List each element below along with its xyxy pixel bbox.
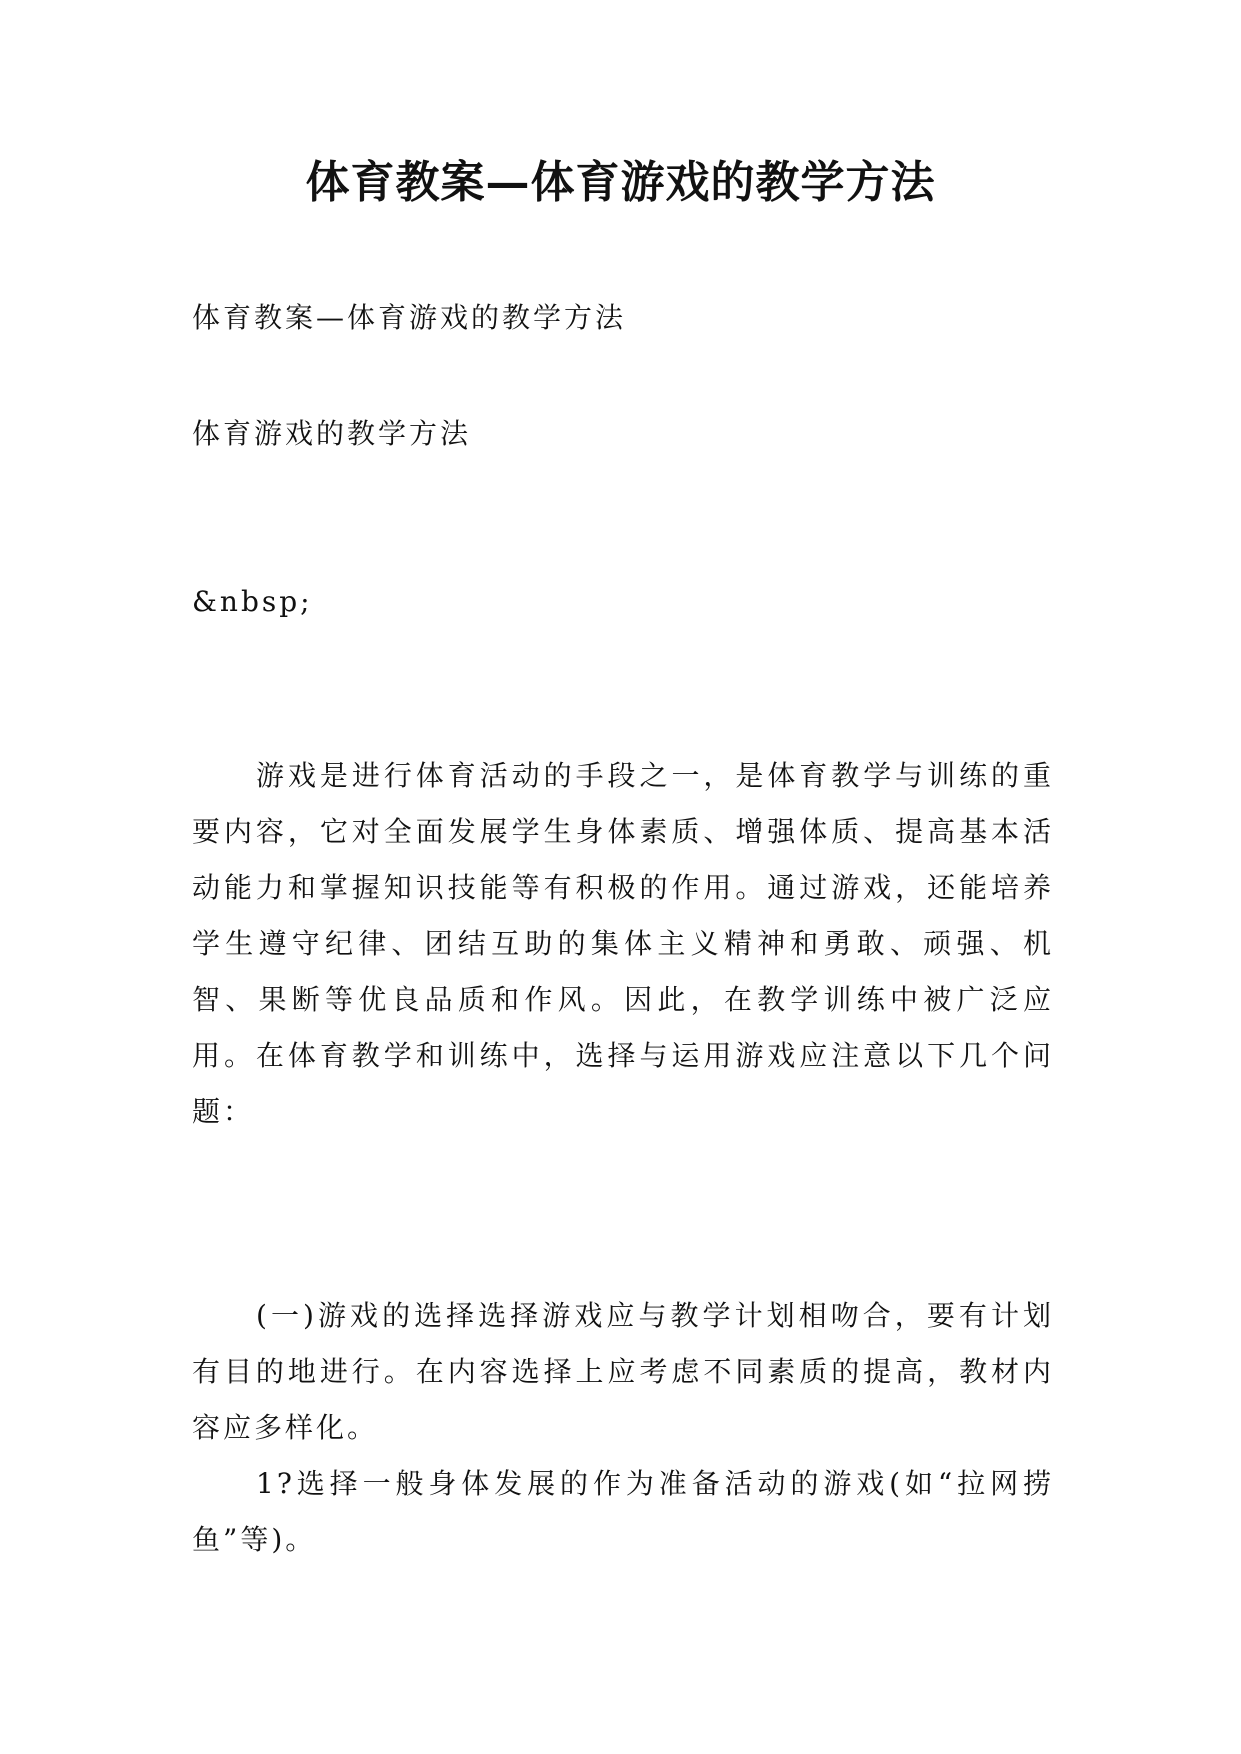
nbsp-text: &nbsp; — [192, 585, 313, 618]
section-heading: 体育游戏的教学方法 — [192, 417, 472, 450]
game-selection-paragraph: (一)游戏的选择选择游戏应与教学计划相吻合，要有计划有目的地进行。在内容选择上应考虑不同素质的提高，教材内容应多样化。 — [192, 1299, 1054, 1444]
warmup-game-paragraph: 1?选择一般身体发展的作为准备活动的游戏(如“拉网捞鱼”等)。 — [192, 1467, 1054, 1556]
subtitle-line: 体育教案—体育游戏的教学方法 — [192, 301, 627, 334]
document-title: 体育教案—体育游戏的教学方法 — [305, 157, 936, 208]
intro-paragraph: 游戏是进行体育活动的手段之一，是体育教学与训练的重要内容，它对全面发展学生身体素质、增强体质、提高基本活动能力和掌握知识技能等有积极的作用。通过游戏，还能培养学生遵守纪律、团结互助的集体主义精神和勇敢、顽强、机智、果断等优良品质和作风。因此，在教学训练中被广泛应用。在体育教学和训练中，选择与运用游戏应注意以下几个问题： — [192, 759, 1054, 1128]
